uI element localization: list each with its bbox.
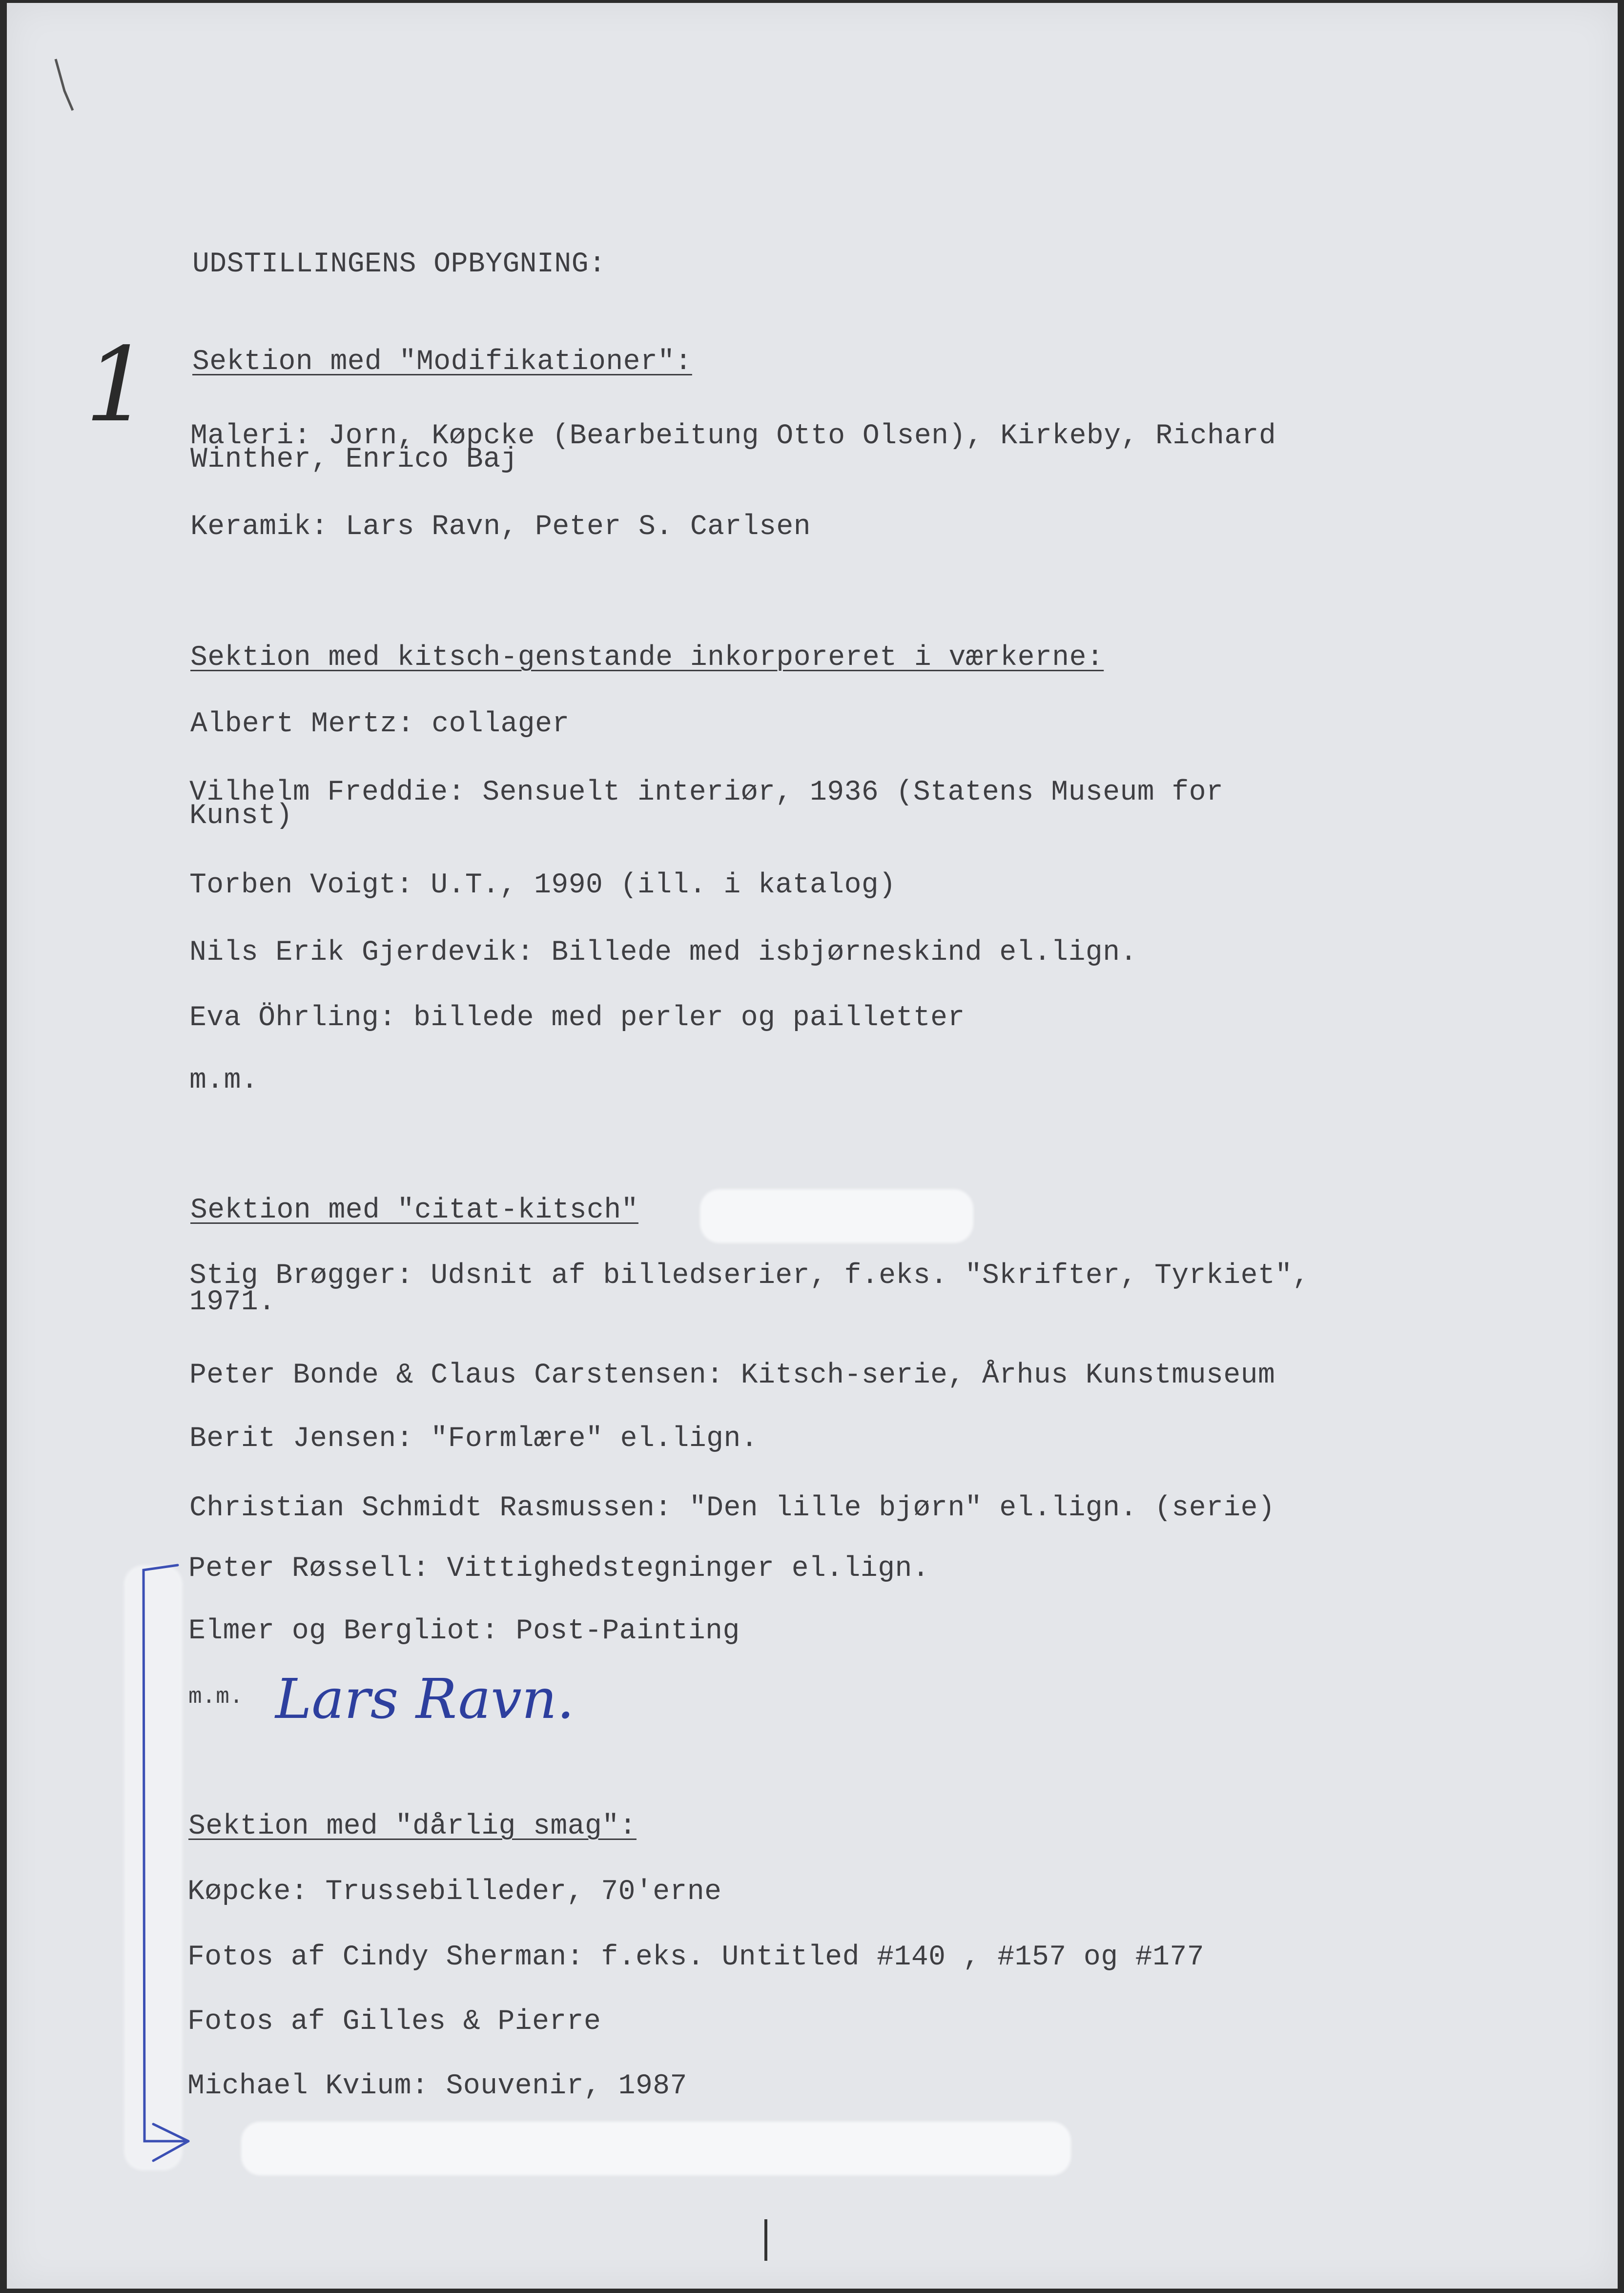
section-item: 1971. <box>189 1286 276 1318</box>
handwritten-arrow-bracket <box>7 3 1618 2289</box>
section-item: Nils Erik Gjerdevik: Billede med isbjørneskind el.lign. <box>189 937 1137 969</box>
section-item: Køpcke: Trussebilleder, 70'erne <box>187 1876 722 1908</box>
section-item: Maleri: Jorn, Køpcke (Bearbeitung Otto Olsen), Kirkeby, Richard <box>190 420 1276 452</box>
page-edge-mark <box>761 2219 771 2263</box>
section-item: Peter Bonde & Claus Carstensen: Kitsch-serie, Århus Kunstmuseum <box>189 1360 1275 1391</box>
section-item: Eva Öhrling: billede med perler og pailletter <box>189 1002 965 1034</box>
handwritten-section-number: 1 <box>85 325 150 445</box>
section-heading-modifikationer: Sektion med "Modifikationer": <box>192 346 692 378</box>
document-page <box>7 3 1618 2289</box>
section-item: Elmer og Bergliot: Post-Painting <box>188 1615 740 1647</box>
section-item: Kunst) <box>189 800 293 832</box>
section-item: Stig Brøgger: Udsnit af billedserier, f.eks. "Skrifter, Tyrkiet", <box>189 1260 1310 1292</box>
section-item: Albert Mertz: collager <box>190 708 570 740</box>
stray-mark <box>51 57 80 115</box>
section-item: Fotos af Gilles & Pierre <box>187 2006 601 2038</box>
section-item: Christian Schmidt Rasmussen: "Den lille bjørn" el.lign. (serie) <box>189 1492 1275 1524</box>
section-item: Michael Kvium: Souvenir, 1987 <box>187 2070 687 2102</box>
section-item: Fotos af Cindy Sherman: f.eks. Untitled #140 , #157 og #177 <box>187 1942 1205 1973</box>
section-item: Torben Voigt: U.T., 1990 (ill. i katalog) <box>189 869 896 901</box>
section-item: Keramik: Lars Ravn, Peter S. Carlsen <box>190 511 811 543</box>
section-heading-daarlig-smag: Sektion med "dårlig smag": <box>188 1811 637 1842</box>
page-title: UDSTILLINGENS OPBYGNING: <box>192 248 606 280</box>
section-heading-citat-kitsch: Sektion med "citat-kitsch" <box>190 1195 638 1226</box>
section-item: Vilhelm Freddie: Sensuelt interiør, 1936 (Statens Museum for <box>189 777 1224 808</box>
section-item: Berit Jensen: "Formlære" el.lign. <box>189 1423 759 1455</box>
section-item: m.m. <box>188 1684 244 1710</box>
section-item: Peter Røssell: Vittighedstegninger el.lign. <box>188 1553 930 1585</box>
handwritten-insert: Lars Ravn. <box>275 1668 575 1731</box>
section-item: m.m. <box>189 1065 259 1096</box>
section-heading-kitsch-genstande: Sektion med kitsch-genstande inkorporeret i værkerne: <box>190 642 1104 674</box>
section-item: Winther, Enrico Baj <box>190 444 518 475</box>
